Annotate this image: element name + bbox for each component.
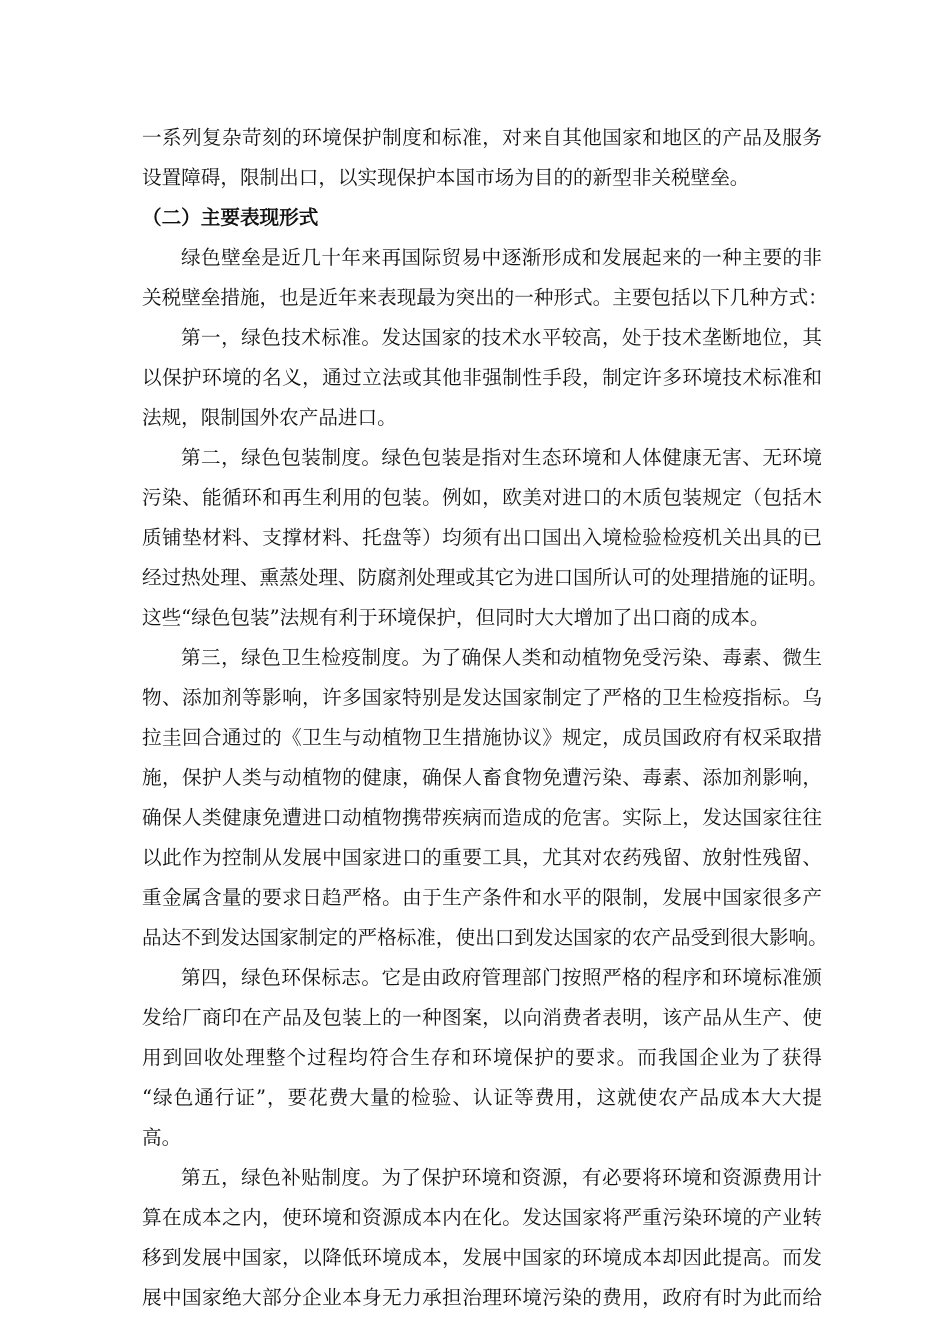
text-line: 法规，限制国外农产品进口。	[142, 406, 397, 429]
text-line: 这些“绿色包装”法规有利于环境保护，但同时大大增加了出口商的成本。	[142, 606, 770, 629]
text-line: 以此作为控制从发展中国家进口的重要工具，尤其对农药残留、放射性残留、	[142, 846, 822, 869]
text-line: 第四，绿色环保标志。它是由政府管理部门按照严格的程序和环境标准颁	[181, 966, 822, 989]
text-line: 展中国家绝大部分企业本身无力承担治理环境污染的费用，政府有时为此而给	[142, 1286, 822, 1309]
text-line: 算在成本之内，使环境和资源成本内在化。发达国家将严重污染环境的产业转	[142, 1206, 822, 1229]
text-line: 高。	[142, 1126, 182, 1149]
text-line: “绿色通行证”，要花费大量的检验、认证等费用，这就使农产品成本大大提	[142, 1086, 822, 1109]
text-line: 第五，绿色补贴制度。为了保护环境和资源，有必要将环境和资源费用计	[181, 1166, 822, 1189]
text-line: 施，保护人类与动植物的健康，确保人畜食物免遭污染、毒素、添加剂影响，	[142, 766, 822, 789]
text-line: 设置障碍，限制出口，以实现保护本国市场为目的的新型非关税壁垒。	[142, 166, 750, 189]
text-line: 第一，绿色技术标准。发达国家的技术水平较高，处于技术垄断地位，其	[181, 326, 822, 349]
text-line: 第三，绿色卫生检疫制度。为了确保人类和动植物免受污染、毒素、微生	[181, 646, 822, 669]
text-line: 一系列复杂苛刻的环境保护制度和标准，对来自其他国家和地区的产品及服务	[142, 126, 822, 149]
text-line: 品达不到发达国家制定的严格标准，使出口到发达国家的农产品受到很大影响。	[142, 926, 828, 949]
text-line: 拉圭回合通过的《卫生与动植物卫生措施协议》规定，成员国政府有权采取措	[142, 726, 822, 749]
text-line: 移到发展中国家，以降低环境成本，发展中国家的环境成本却因此提高。而发	[142, 1246, 822, 1269]
text-line: 绿色壁垒是近几十年来再国际贸易中逐渐形成和发展起来的一种主要的非	[181, 246, 822, 269]
section-heading: （二）主要表现形式	[142, 206, 319, 229]
text-line: 用到回收处理整个过程均符合生存和环境保护的要求。而我国企业为了获得	[142, 1046, 822, 1069]
text-line: 确保人类健康免遭进口动植物携带疾病而造成的危害。实际上，发达国家往往	[142, 806, 822, 829]
document-page	[142, 118, 828, 1318]
text-line: 经过热处理、熏蒸处理、防腐剂处理或其它为进口国所认可的处理措施的证明。	[142, 566, 828, 589]
text-line: 污染、能循环和再生利用的包装。例如，欧美对进口的木质包装规定（包括木	[142, 486, 822, 509]
text-line: 重金属含量的要求日趋严格。由于生产条件和水平的限制，发展中国家很多产	[142, 886, 822, 909]
text-line: 发给厂商印在产品及包装上的一种图案，以向消费者表明，该产品从生产、使	[142, 1006, 822, 1029]
text-line: 以保护环境的名义，通过立法或其他非强制性手段，制定许多环境技术标准和	[142, 366, 822, 389]
text-line: 第二，绿色包装制度。绿色包装是指对生态环境和人体健康无害、无环境	[181, 446, 822, 469]
text-line: 关税壁垒措施，也是近年来表现最为突出的一种形式。主要包括以下几种方式：	[142, 286, 828, 309]
text-line: 质铺垫材料、支撑材料、托盘等）均须有出口国出入境检验检疫机关出具的已	[142, 526, 822, 549]
text-line: 物、添加剂等影响，许多国家特别是发达国家制定了严格的卫生检疫指标。乌	[142, 686, 822, 709]
